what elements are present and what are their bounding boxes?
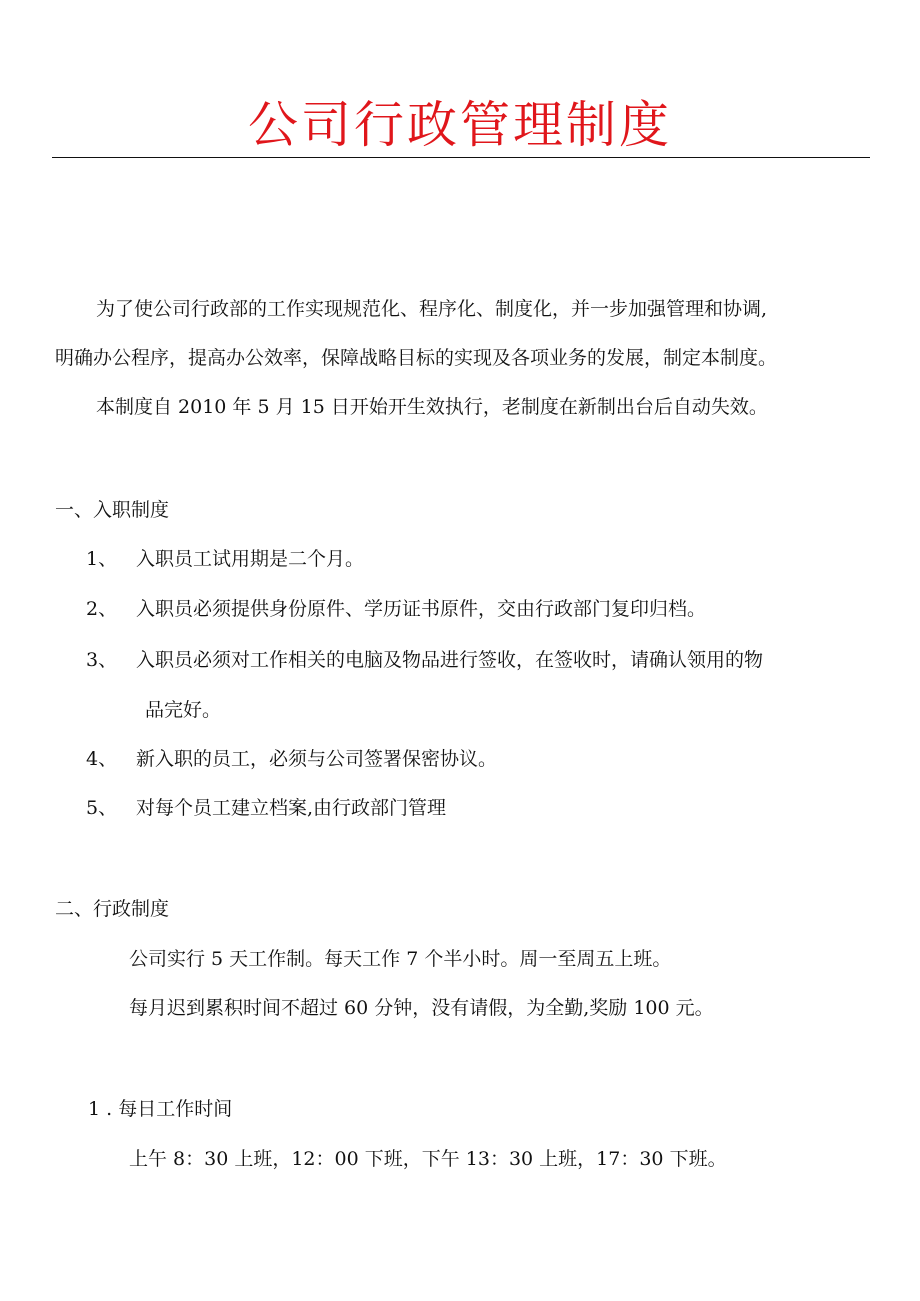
section-2-paragraph-1: 公司实行 5 天工作制。每天工作 7 个半小时。周一至周五上班。 [129, 948, 672, 970]
list-item: 入职员必须提供身份原件、学历证书原件，交由行政部门复印归档。 [136, 598, 707, 620]
work-hours-text: 上午 8：30 上班，12：00 下班，下午 13：30 上班，17：30 下班。 [129, 1148, 727, 1170]
section-2-heading: 二、行政制度 [55, 898, 170, 920]
list-item-number: 1、 [86, 548, 118, 570]
list-item: 新入职的员工，必须与公司签署保密协议。 [136, 748, 498, 770]
list-item-continuation: 品完好。 [145, 699, 222, 721]
page-title: 公司行政管理制度 [248, 96, 672, 154]
subsection-heading: 1 . 每日工作时间 [88, 1098, 233, 1120]
list-item-number: 3、 [86, 649, 118, 671]
list-item: 入职员必须对工作相关的电脑及物品进行签收，在签收时，请确认领用的物 [136, 649, 764, 671]
intro-line-3: 本制度自 2010 年 5 月 15 日开始开生效执行，老制度在新制出台后自动失效。 [96, 396, 768, 418]
section-1-heading: 一、入职制度 [55, 499, 170, 521]
list-item-number: 2、 [86, 598, 118, 620]
list-item-number: 4、 [86, 748, 118, 770]
section-2-paragraph-2: 每月迟到累积时间不超过 60 分钟，没有请假，为全勤,奖励 100 元。 [129, 997, 714, 1019]
list-item: 入职员工试用期是二个月。 [136, 548, 365, 570]
title-divider [52, 157, 870, 158]
intro-line-2: 明确办公程序，提高办公效率，保障战略目标的实现及各项业务的发展，制定本制度。 [55, 347, 778, 369]
intro-line-1: 为了使公司行政部的工作实现规范化、程序化、制度化，并一步加强管理和协调, [96, 298, 768, 320]
list-item: 对每个员工建立档案,由行政部门管理 [136, 797, 447, 819]
list-item-number: 5、 [86, 797, 118, 819]
